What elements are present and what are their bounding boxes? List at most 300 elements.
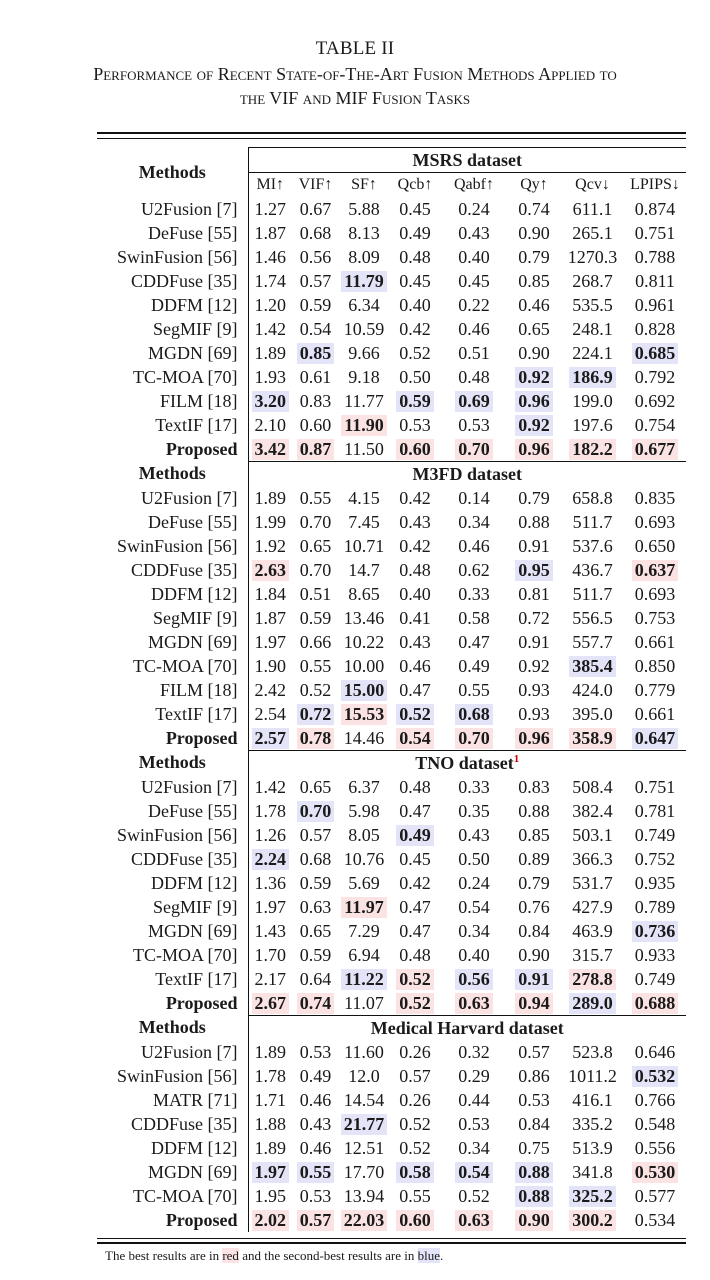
metric-cell (248, 1136, 292, 1160)
table-row (97, 1160, 686, 1184)
metric-cell (624, 726, 686, 751)
metric-cell (292, 269, 339, 293)
best-value: 2.67 (252, 993, 290, 1014)
best-value: 0.96 (515, 728, 553, 749)
dataset-title (248, 751, 686, 776)
metric-cell (441, 269, 507, 293)
metric-value: 0.48 (399, 944, 431, 965)
metric-cell (389, 1136, 441, 1160)
metric-value: 1.99 (254, 511, 286, 532)
second-best-value: 0.91 (515, 969, 553, 990)
metric-cell (292, 606, 339, 630)
best-value: 0.60 (396, 439, 434, 460)
best-value: 0.57 (297, 1210, 335, 1231)
table-row (97, 871, 686, 895)
metric-cell (561, 197, 624, 221)
metric-cell (292, 510, 339, 534)
metric-cell (561, 221, 624, 245)
metric-cell (389, 365, 441, 389)
second-best-value: 0.685 (632, 343, 679, 364)
table-row (97, 558, 686, 582)
metric-cell (561, 654, 624, 678)
second-best-value: 0.52 (396, 704, 434, 725)
method-name: DDFM [12] (97, 293, 248, 317)
metric-cell (441, 437, 507, 462)
metric-cell (248, 702, 292, 726)
metric-value: 13.94 (343, 1185, 385, 1206)
metric-value: 248.1 (572, 318, 613, 339)
metric-cell (507, 510, 561, 534)
metric-value: 0.48 (458, 366, 490, 387)
bottom-rule-2 (97, 1242, 686, 1244)
metric-cell (339, 943, 389, 967)
metric-value: 0.811 (635, 270, 675, 291)
metric-cell (389, 702, 441, 726)
metric-cell (389, 823, 441, 847)
method-name: FILM [18] (97, 678, 248, 702)
metric-cell (339, 317, 389, 341)
metric-value: 1.78 (254, 1065, 286, 1086)
metric-cell (561, 341, 624, 365)
method-name: TC-MOA [70] (97, 365, 248, 389)
metric-value: 11.50 (344, 438, 384, 459)
metric-value: 0.49 (299, 1065, 332, 1086)
metric-cell (339, 437, 389, 462)
metric-value: 1.84 (254, 583, 286, 604)
metric-cell (292, 847, 339, 871)
metric-cell (339, 678, 389, 702)
metric-cell (441, 558, 507, 582)
table-row (97, 775, 686, 799)
metric-cell (248, 726, 292, 751)
best-value: 0.60 (396, 1210, 434, 1231)
metric-value: 0.47 (399, 800, 431, 821)
metric-value: 1.27 (254, 198, 286, 219)
method-name: TextIF [17] (97, 702, 248, 726)
metric-value: 2.42 (254, 679, 286, 700)
metric-value: 2.10 (254, 414, 286, 435)
method-name: DeFuse [55] (97, 221, 248, 245)
best-value: 0.54 (396, 728, 434, 749)
metric-value: 6.94 (348, 944, 380, 965)
metric-cell (561, 510, 624, 534)
metric-value: 14.7 (348, 559, 380, 580)
metric-value: 0.57 (399, 1065, 431, 1086)
metric-cell (624, 1160, 686, 1184)
table-row (97, 221, 686, 245)
table-row (97, 269, 686, 293)
metric-cell (292, 389, 339, 413)
metric-cell (339, 1112, 389, 1136)
metric-value: 0.46 (399, 655, 431, 676)
metric-cell (507, 847, 561, 871)
table-row (97, 317, 686, 341)
dataset-title (248, 148, 686, 173)
metric-cell (292, 823, 339, 847)
metric-cell (248, 1160, 292, 1184)
metric-cell (292, 895, 339, 919)
metric-cell (389, 245, 441, 269)
metric-value: 0.577 (634, 1185, 676, 1206)
metric-cell (389, 847, 441, 871)
metric-cell (561, 437, 624, 462)
metric-cell (561, 1064, 624, 1088)
metric-cell (339, 1184, 389, 1208)
method-name: TextIF [17] (97, 413, 248, 437)
metric-cell (441, 1112, 507, 1136)
metric-value: 0.90 (518, 944, 550, 965)
metric-cell (441, 365, 507, 389)
metric-cell (292, 1088, 339, 1112)
metric-value: 1.89 (254, 1041, 286, 1062)
metric-value: 1.36 (254, 872, 286, 893)
metric-value: 0.754 (634, 414, 676, 435)
metric-cell (561, 365, 624, 389)
metric-cell (441, 895, 507, 919)
metric-value: 0.42 (399, 872, 431, 893)
metric-cell (339, 799, 389, 823)
metric-cell (389, 1040, 441, 1064)
methods-header: Methods (97, 1016, 248, 1041)
metric-cell (561, 269, 624, 293)
metric-value: 224.1 (572, 342, 613, 363)
metric-cell (624, 823, 686, 847)
metric-cell (339, 871, 389, 895)
metric-cell (292, 197, 339, 221)
metric-cell (292, 245, 339, 269)
best-value: 182.2 (569, 439, 616, 460)
metric-value: 0.58 (458, 607, 490, 628)
metric-cell (624, 1136, 686, 1160)
metric-cell (389, 991, 441, 1016)
table-row (97, 823, 686, 847)
metric-cell (248, 654, 292, 678)
metric-cell (507, 871, 561, 895)
metric-cell (441, 847, 507, 871)
metric-cell (561, 702, 624, 726)
best-value: 0.677 (632, 439, 679, 460)
metric-value: 0.65 (518, 318, 550, 339)
table-row (97, 437, 686, 462)
metric-cell (389, 197, 441, 221)
metric-cell (507, 1136, 561, 1160)
metric-cell (292, 702, 339, 726)
metric-cell (561, 991, 624, 1016)
metric-value: 0.48 (399, 776, 431, 797)
metric-cell (248, 630, 292, 654)
metric-cell (624, 1208, 686, 1232)
metric-value: 1270.3 (567, 246, 618, 267)
metric-cell (507, 702, 561, 726)
metric-value: 427.9 (572, 896, 613, 917)
metric-cell (624, 678, 686, 702)
metric-value: 0.91 (518, 535, 550, 556)
metric-cell (561, 1208, 624, 1232)
metric-cell (292, 486, 339, 510)
method-name: DDFM [12] (97, 871, 248, 895)
metric-cell (248, 317, 292, 341)
metric-cell (561, 726, 624, 751)
metric-value: 0.59 (299, 294, 332, 315)
metric-cell (339, 1088, 389, 1112)
metric-cell (389, 606, 441, 630)
metric-value: 0.76 (518, 896, 550, 917)
metric-cell (292, 726, 339, 751)
metric-value: 0.91 (518, 631, 550, 652)
metric-value: 0.60 (299, 414, 332, 435)
metric-cell (292, 991, 339, 1016)
metric-value: 197.6 (572, 414, 613, 435)
method-name: SwinFusion [56] (97, 1064, 248, 1088)
metric-cell (248, 534, 292, 558)
metric-cell (507, 630, 561, 654)
metric-cell (507, 221, 561, 245)
metric-value: 0.14 (458, 487, 490, 508)
metric-cell (441, 799, 507, 823)
metric-value: 511.7 (572, 583, 613, 604)
metric-value: 0.33 (458, 776, 490, 797)
metric-cell (507, 389, 561, 413)
best-value: 11.97 (341, 897, 387, 918)
metric-value: 12.51 (343, 1137, 385, 1158)
metric-cell (441, 654, 507, 678)
second-best-value: 3.20 (252, 391, 290, 412)
metric-cell (561, 630, 624, 654)
metric-cell (624, 919, 686, 943)
metric-value: 0.42 (399, 535, 431, 556)
second-best-value: 2.24 (252, 849, 290, 870)
metric-value: 0.65 (299, 920, 332, 941)
metric-cell (389, 269, 441, 293)
metric-cell (561, 847, 624, 871)
method-name: U2Fusion [7] (97, 1040, 248, 1064)
best-value: 300.2 (569, 1210, 616, 1231)
metric-value: 10.59 (343, 318, 385, 339)
metric-value: 0.75 (518, 1137, 550, 1158)
second-best-value: 0.59 (396, 391, 434, 412)
metric-value: 2.54 (254, 703, 286, 724)
metric-cell (339, 823, 389, 847)
metric-value: 13.46 (343, 607, 385, 628)
metric-cell (339, 197, 389, 221)
method-name: DeFuse [55] (97, 799, 248, 823)
second-best-value: 385.4 (569, 656, 616, 677)
metric-value: 0.933 (634, 944, 676, 965)
metric-value: 8.05 (348, 824, 380, 845)
metric-value: 1.89 (254, 342, 286, 363)
metric-cell (624, 967, 686, 991)
metric-value: 0.68 (299, 222, 332, 243)
metric-value: 2.17 (254, 968, 286, 989)
metric-cell (389, 1088, 441, 1112)
metric-cell (561, 895, 624, 919)
metric-cell (389, 775, 441, 799)
metric-header: SF↑ (339, 173, 389, 198)
metric-cell (389, 293, 441, 317)
metric-cell (507, 1160, 561, 1184)
metric-cell (624, 197, 686, 221)
metric-value: 14.54 (343, 1089, 385, 1110)
metric-value: 0.29 (458, 1065, 490, 1086)
best-value: 0.63 (455, 993, 493, 1014)
metric-value: 0.789 (634, 896, 676, 917)
footnote-blue-word: blue (417, 1248, 441, 1263)
metric-cell (624, 582, 686, 606)
method-name: FILM [18] (97, 389, 248, 413)
best-value: 0.52 (396, 969, 434, 990)
metric-cell (561, 799, 624, 823)
metric-cell (624, 799, 686, 823)
metric-cell (624, 341, 686, 365)
method-name: MATR [71] (97, 1088, 248, 1112)
metric-value: 0.693 (634, 583, 676, 604)
metric-value: 0.79 (518, 487, 550, 508)
metric-cell (441, 1088, 507, 1112)
best-value: 0.74 (297, 993, 335, 1014)
second-best-value: 0.56 (455, 969, 493, 990)
metric-cell (441, 534, 507, 558)
metric-value: 535.5 (572, 294, 613, 315)
metric-value: 0.42 (399, 318, 431, 339)
metric-cell (339, 1136, 389, 1160)
metric-cell (292, 293, 339, 317)
table-title-line1: Performance of Recent State-of-The-Art Fusion Methods Applied to (93, 64, 617, 84)
method-name: TextIF [17] (97, 967, 248, 991)
best-value: 0.637 (632, 560, 679, 581)
metric-value: 0.751 (634, 222, 676, 243)
metric-value: 5.98 (348, 800, 380, 821)
metric-cell (389, 389, 441, 413)
metric-cell (248, 606, 292, 630)
metric-value: 0.53 (458, 1113, 490, 1134)
metric-cell (389, 558, 441, 582)
second-best-value: 186.9 (569, 367, 616, 388)
metric-value: 6.37 (348, 776, 380, 797)
metric-cell (339, 413, 389, 437)
metric-cell (339, 919, 389, 943)
footnote-text-3: . (440, 1248, 444, 1263)
metric-cell (507, 919, 561, 943)
metric-value: 0.26 (399, 1041, 431, 1062)
metric-cell (389, 943, 441, 967)
second-best-value: 0.70 (297, 801, 335, 822)
metric-value: 0.63 (299, 896, 332, 917)
metric-value: 0.57 (299, 270, 332, 291)
method-name: DDFM [12] (97, 1136, 248, 1160)
second-best-value: 1.97 (252, 1162, 290, 1183)
metric-cell (292, 1184, 339, 1208)
metric-value: 1.90 (254, 655, 286, 676)
methods-header: Methods (97, 148, 248, 198)
metric-header: LPIPS↓ (624, 173, 686, 198)
second-best-value: 0.72 (297, 704, 335, 725)
metric-cell (248, 1088, 292, 1112)
metric-header: Qabf↑ (441, 173, 507, 198)
metric-value: 0.53 (518, 1089, 550, 1110)
method-name: MGDN [69] (97, 630, 248, 654)
metric-value: 10.22 (343, 631, 385, 652)
metric-cell (339, 245, 389, 269)
metric-cell (624, 413, 686, 437)
metric-cell (248, 486, 292, 510)
metric-value: 0.46 (458, 535, 490, 556)
metric-cell (248, 967, 292, 991)
metric-value: 0.792 (634, 366, 676, 387)
metric-value: 366.3 (572, 848, 613, 869)
method-name: CDDFuse [35] (97, 847, 248, 871)
table-row (97, 847, 686, 871)
metric-cell (507, 317, 561, 341)
metric-cell (441, 1064, 507, 1088)
table-row (97, 726, 686, 751)
metric-value: 537.6 (572, 535, 613, 556)
metric-cell (248, 413, 292, 437)
table-row (97, 1112, 686, 1136)
metric-cell (292, 678, 339, 702)
metric-cell (248, 510, 292, 534)
metric-cell (507, 1040, 561, 1064)
metric-value: 508.4 (572, 776, 613, 797)
metric-value: 463.9 (572, 920, 613, 941)
metric-cell (507, 1184, 561, 1208)
metric-value: 0.51 (458, 342, 490, 363)
metric-cell (507, 582, 561, 606)
table-label: TABLE II (315, 38, 395, 59)
metric-value: 0.56 (299, 246, 332, 267)
metric-value: 0.47 (458, 631, 490, 652)
metric-cell (389, 967, 441, 991)
metric-cell (507, 341, 561, 365)
metric-value: 0.84 (518, 920, 550, 941)
metric-value: 10.71 (343, 535, 385, 556)
dataset-name: MSRS dataset (412, 149, 523, 170)
metric-cell (292, 1160, 339, 1184)
second-best-value: 0.88 (515, 1162, 553, 1183)
metric-value: 0.850 (634, 655, 676, 676)
metric-cell (624, 943, 686, 967)
metric-cell (389, 510, 441, 534)
metric-cell (507, 269, 561, 293)
metric-cell (441, 1160, 507, 1184)
metric-cell (292, 534, 339, 558)
metric-cell (339, 1064, 389, 1088)
dataset-header-row (97, 148, 686, 173)
metric-cell (292, 317, 339, 341)
metric-cell (507, 991, 561, 1016)
metric-value: 0.45 (399, 270, 431, 291)
metric-cell (389, 871, 441, 895)
metric-cell (561, 486, 624, 510)
table-row (97, 678, 686, 702)
metric-value: 0.548 (634, 1113, 676, 1134)
metric-value: 1.87 (254, 607, 286, 628)
metric-value: 0.43 (299, 1113, 332, 1134)
table-row (97, 991, 686, 1016)
metric-cell (507, 365, 561, 389)
metric-cell (389, 1160, 441, 1184)
metric-value: 0.68 (299, 848, 332, 869)
metric-cell (389, 1064, 441, 1088)
metric-cell (248, 823, 292, 847)
metric-value: 0.46 (518, 294, 550, 315)
metric-value: 0.692 (634, 390, 676, 411)
metric-cell (507, 967, 561, 991)
metric-cell (441, 317, 507, 341)
methods-header: Methods (97, 751, 248, 776)
table-footnote (105, 1248, 443, 1264)
metric-cell (248, 197, 292, 221)
table-row (97, 967, 686, 991)
